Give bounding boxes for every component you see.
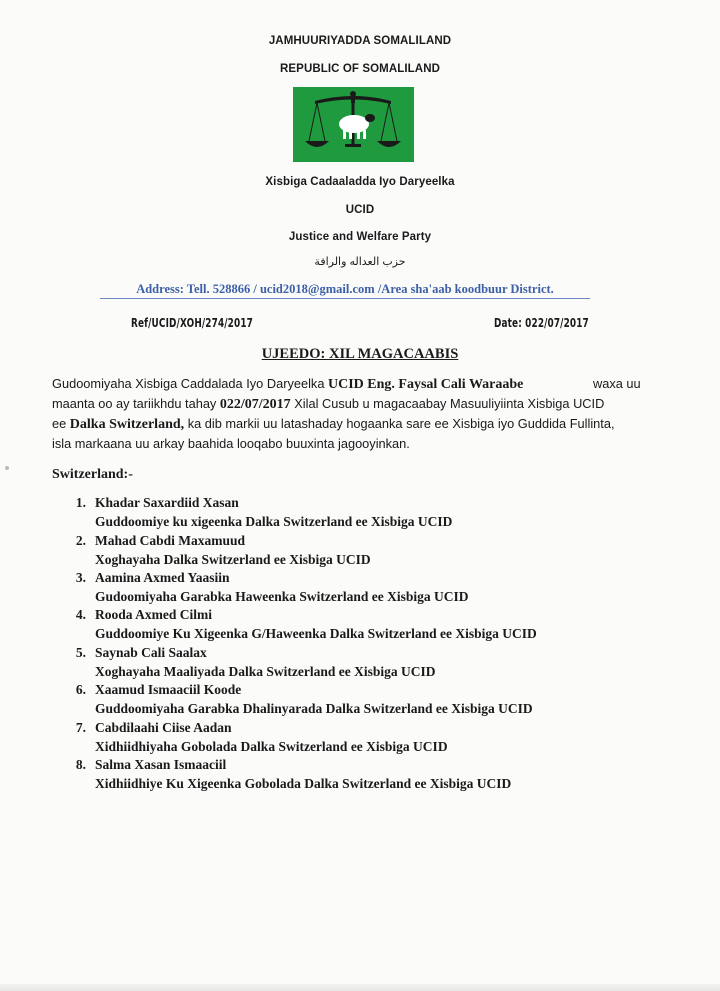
scales-of-justice-icon	[293, 87, 414, 162]
appointee-role: Guddoomiye ku xigeenka Dalka Switzerland ee Xisbiga UCID	[95, 513, 453, 529]
party-name-somali: Xisbiga Cadaaladda Iyo Daryeelka	[265, 176, 455, 188]
appointee-name: Cabdilaahi Ciise Aadan	[95, 720, 232, 735]
list-number: 1.	[75, 495, 86, 510]
appointee-role: Xoghayaha Maaliyada Dalka Switzerland ee Xisbiga UCID	[95, 663, 436, 679]
body-text: ee	[52, 416, 70, 431]
country-name-somali: JAMHUURIYADDA SOMALILAND	[268, 35, 452, 47]
body-line-3	[52, 416, 615, 433]
party-name-arabic: حزب العداله والرافة	[314, 256, 406, 268]
body-bold-text: UCID Eng. Faysal Cali Waraabe	[328, 377, 524, 392]
reference-number: Ref/UCID/XOH/274/2017	[131, 316, 253, 330]
section-heading: Switzerland:-	[52, 467, 133, 482]
appointee-name: Rooda Axmed Cilmi	[95, 607, 213, 622]
party-abbreviation: UCID	[345, 204, 375, 216]
scan-speck	[5, 466, 9, 470]
appointee-role: Gudoomiyaha Garabka Haweenka Switzerland ee Xisbiga UCID	[95, 588, 469, 604]
list-number: 7.	[75, 720, 86, 735]
appointee-name: Aamina Axmed Yaasiin	[95, 570, 230, 585]
list-number: 4.	[75, 607, 86, 622]
appointee-name: Xaamud Ismaaciil Koode	[95, 682, 242, 697]
letter-subject: UJEEDO: XIL MAGACAABIS	[261, 346, 459, 362]
appointee-role: Xoghayaha Dalka Switzerland ee Xisbiga UCID	[95, 551, 371, 567]
appointee-name: Saynab Cali Saalax	[95, 645, 207, 660]
body-text: Gudoomiyaha Xisbiga Caddalada Iyo Daryeelka	[52, 376, 329, 391]
list-number: 6.	[75, 682, 86, 697]
letter-date: Date: 022/07/2017	[494, 316, 589, 330]
party-logo	[293, 87, 414, 162]
scan-bottom-edge	[0, 984, 720, 991]
body-text: ka dib markii uu latashaday hogaanka sare ee Xisbiga iyo Guddida Fullinta,	[184, 416, 615, 431]
body-bold-text: Dalka Switzerland,	[69, 417, 185, 432]
body-bold-text: 022/07/2017	[219, 397, 291, 412]
body-line-4: isla markaana uu arkay baahida looqabo buuxinta jagooyinkan.	[52, 436, 410, 451]
body-text: maanta oo ay tariikhdu tahay	[52, 396, 220, 411]
list-number: 5.	[75, 645, 86, 660]
party-name-english: Justice and Welfare Party	[288, 231, 432, 243]
letterhead-address: Address: Tell. 528866 / ucid2018@gmail.com /Area sha'aab koodbuur District.	[100, 282, 590, 299]
body-text: Xilal Cusub u magacaabay Masuuliyiinta Xisbiga UCID	[290, 396, 605, 411]
appointee-role: Xidhiidhiyaha Gobolada Dalka Switzerland ee Xisbiga UCID	[95, 738, 448, 754]
appointee-name: Salma Xasan Ismaaciil	[95, 757, 227, 772]
appointee-role: Guddoomiyaha Garabka Dhalinyarada Dalka Switzerland ee Xisbiga UCID	[95, 700, 533, 716]
list-number: 8.	[75, 757, 86, 772]
body-text: waxa uu	[593, 376, 641, 391]
body-line-2	[52, 396, 604, 413]
body-line-1	[52, 376, 523, 393]
appointee-name: Khadar Saxardiid Xasan	[95, 495, 239, 510]
country-name-english: REPUBLIC OF SOMALILAND	[280, 63, 440, 75]
list-number: 3.	[75, 570, 86, 585]
appointee-role: Xidhiidhiye Ku Xigeenka Gobolada Dalka Switzerland ee Xisbiga UCID	[95, 775, 512, 791]
appointee-role: Guddoomiye Ku Xigeenka G/Haweenka Dalka Switzerland ee Xisbiga UCID	[95, 625, 537, 641]
list-number: 2.	[75, 533, 86, 548]
appointee-name: Mahad Cabdi Maxamuud	[95, 533, 246, 548]
